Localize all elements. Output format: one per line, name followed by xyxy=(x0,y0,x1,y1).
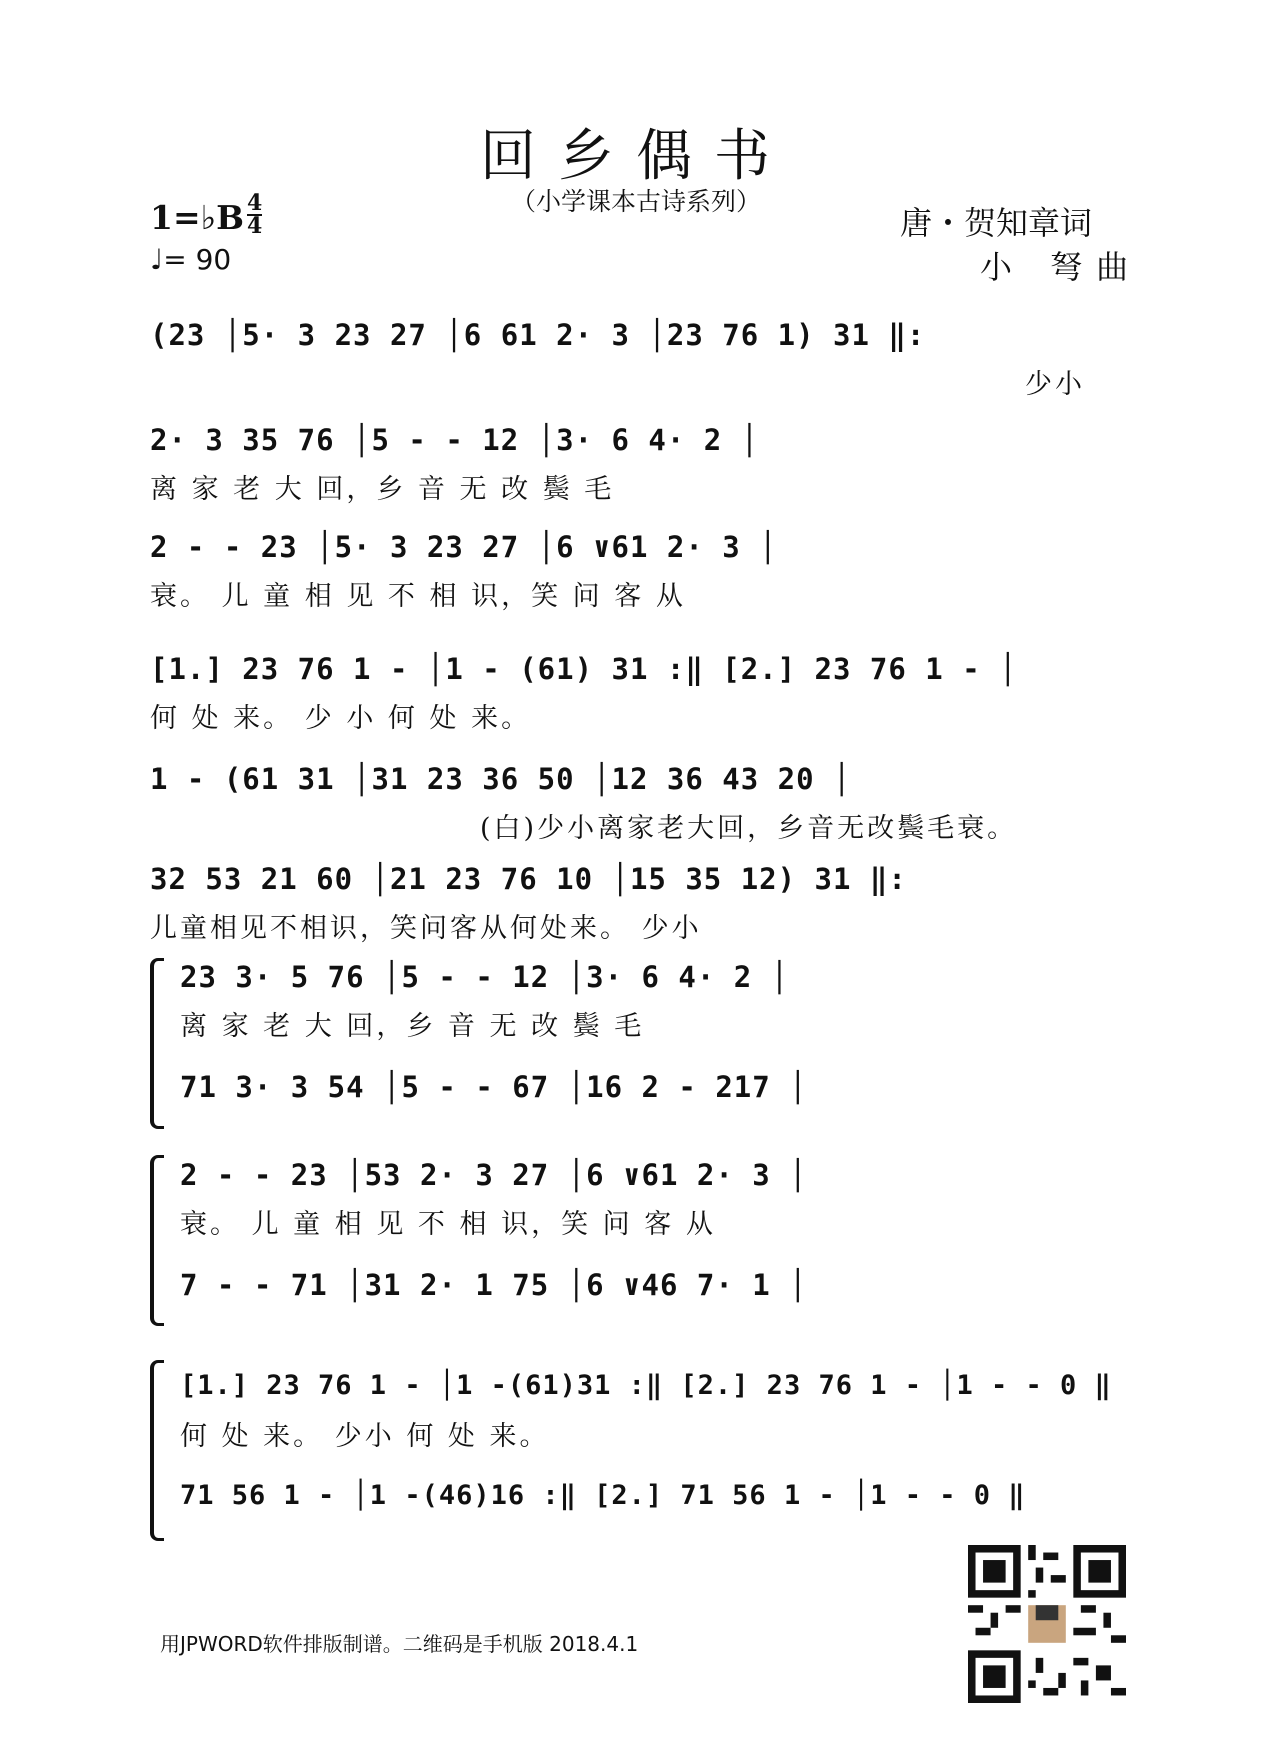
lyrics-line-5: (白)少小离家老大回，乡音无改鬓毛衰。 xyxy=(480,813,1018,844)
lyrics-line-3: 衰。 儿 童 相 见 不 相 识，笑 问 客 从 xyxy=(150,581,686,612)
key-signature: 1=♭B xyxy=(150,198,245,237)
lyrics-line-6: 儿童相见不相识，笑问客从何处来。 少小 xyxy=(150,913,702,944)
lyrics-line-9a: 何 处 来。 少小 何 处 来。 xyxy=(180,1421,550,1452)
time-signature xyxy=(247,190,263,239)
qr-code-image xyxy=(968,1545,1126,1703)
system-brace-2 xyxy=(150,1155,164,1326)
notes-line-7a: 23 3· 5 76 │5 - - 12 │3· 6 4· 2 │ xyxy=(180,960,790,994)
lyrics-line-7a: 离 家 老 大 回，乡 音 无 改 鬓 毛 xyxy=(180,1011,645,1042)
lyrics-line-8a: 衰。 儿 童 相 见 不 相 识，笑 问 客 从 xyxy=(180,1209,716,1240)
notes-line-8b: 7 - - 71 │31 2· 1 75 │6 ∨46 7· 1 │ xyxy=(180,1268,808,1302)
footer-note: 用JPWORD软件排版制谱。二维码是手机版 2018.4.1 xyxy=(160,1632,639,1656)
meter-top: 4 xyxy=(247,190,263,216)
system-brace-1 xyxy=(150,958,164,1129)
meter-bottom: 4 xyxy=(247,213,263,239)
song-title: 回乡偶书 xyxy=(480,124,792,189)
song-subtitle: （小学课本古诗系列） xyxy=(510,187,761,216)
score-line-8b xyxy=(180,1268,1130,1332)
lyrics-line-1: 少小 xyxy=(1025,369,1085,400)
score-line-6 xyxy=(150,862,1130,944)
tempo-marking: ♩= 90 xyxy=(150,243,232,276)
notes-line-4: [1.] 23 76 1 - │1 - (61) 31 :‖ [2.] 23 76 1 - │ xyxy=(150,652,1018,686)
score-line-2 xyxy=(150,423,1130,505)
notes-line-9a: [1.] 23 76 1 - │1 -(61)31 :‖ [2.] 23 76 1 - │1 - - 0 ‖ xyxy=(180,1370,1112,1401)
notes-line-3: 2 - - 23 │5· 3 23 27 │6 ∨61 2· 3 │ xyxy=(150,530,778,564)
lyricist-credit: 唐・贺知章词 xyxy=(900,204,1093,242)
score-line-8a xyxy=(180,1158,1130,1240)
score-line-5 xyxy=(150,762,1130,844)
notes-line-5: 1 - (61 31 │31 23 36 50 │12 36 43 20 │ xyxy=(150,762,852,796)
notes-line-6: 32 53 21 60 │21 23 76 10 │15 35 12) 31 ‖: xyxy=(150,862,907,896)
notes-line-9b: 71 56 1 - │1 -(46)16 :‖ [2.] 71 56 1 - │1 - - 0 ‖ xyxy=(180,1480,1026,1511)
score-line-9b xyxy=(180,1480,1130,1544)
notes-line-1: (23 │5· 3 23 27 │6 61 2· 3 │23 76 1) 31 ‖: xyxy=(150,318,926,352)
score-line-9a xyxy=(180,1370,1130,1452)
score-line-4 xyxy=(150,652,1130,734)
score-line-7b xyxy=(180,1070,1130,1134)
score-line-3 xyxy=(150,530,1130,612)
lyrics-line-2: 离 家 老 大 回，乡 音 无 改 鬓 毛 xyxy=(150,474,615,505)
composer-credit: 小 弩曲 xyxy=(980,248,1143,286)
notes-line-7b: 71 3· 3 54 │5 - - 67 │16 2 - 217 │ xyxy=(180,1070,808,1104)
system-brace-3 xyxy=(150,1360,164,1541)
score-line-1 xyxy=(150,318,1130,400)
score-line-7a xyxy=(180,960,1130,1042)
notes-line-8a: 2 - - 23 │53 2· 3 27 │6 ∨61 2· 3 │ xyxy=(180,1158,808,1192)
notes-line-2: 2· 3 35 76 │5 - - 12 │3· 6 4· 2 │ xyxy=(150,423,760,457)
lyrics-line-4: 何 处 来。 少 小 何 处 来。 xyxy=(150,703,532,734)
